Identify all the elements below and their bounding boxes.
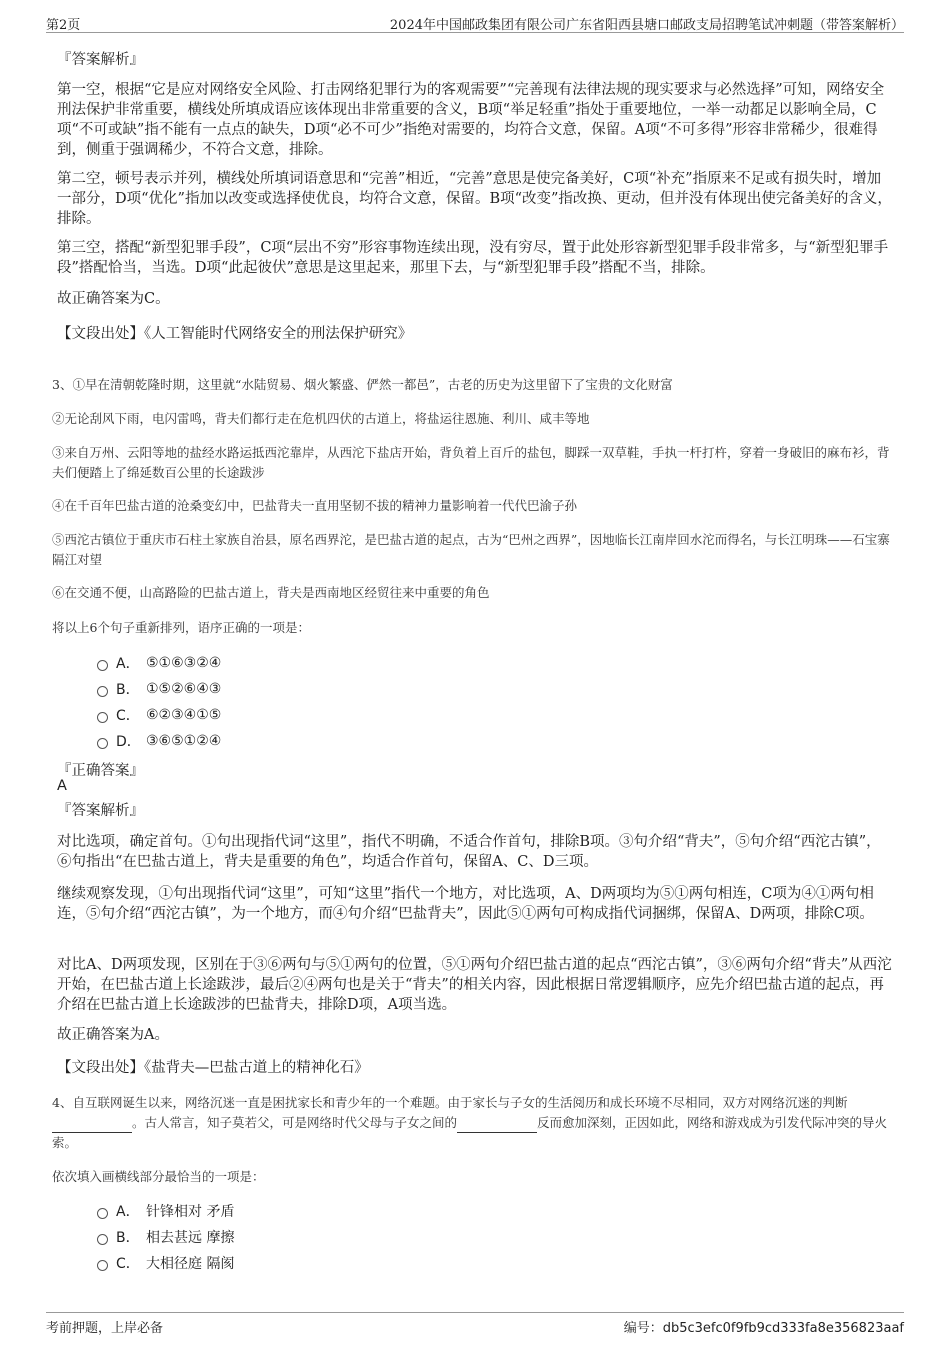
footer-code-label: 编号： [623,1321,663,1336]
q3-sentence-6: ⑥在交通不便，山高路险的巴盐古道上，背夫是西南地区经贸往来中重要的角色 [52,585,490,600]
footer-code [624,1317,904,1336]
document-title: 2024年中国邮政集团有限公司广东省阳西县塘口邮政支局招聘笔试冲刺题（带答案解析） [389,18,904,33]
answer-blank-1 [52,1118,132,1133]
q3-sentence-5: ⑤西沱古镇位于重庆市石柱土家族自治县，原名西界沱，是巴盐古道的起点，古为“巴州之西界”，因地临长江南岸回水沱而得名，与长江明珠——石宝寨隔江对望 [52,532,890,567]
option-text: ⑥②③④①⑤ [146,707,222,723]
q3-correct-label: 『正确答案』 [57,763,144,779]
option-text: ①⑤②⑥④③ [146,681,222,697]
q2-analysis-para-2: 第二空，顿号表示并列，横线处所填词语意思和“完善”相近，“完善”意思是使完备美好，C项“补充”指原来不足或有损失时，增加一部分，D项“优化”指加以改变或选择使优良，均符合文意，保留。B项“改变”指改换、更动，但并没有体现出使完备美好的含义，排除。 [57,171,892,227]
q3-analysis-label: 『答案解析』 [57,803,144,819]
option-letter: A． [116,656,140,672]
answer-blank-2 [457,1118,537,1133]
option-text: 大相径庭 隔阂 [146,1256,235,1272]
page-header [46,12,904,33]
q3-analysis-para-2: 继续观察发现，①句出现指代词“这里”，可知“这里”指代一个地方，对比选项，A、D两项均为⑤①两句相连，C项为④①两句相连，⑤句介绍“西沱古镇”，为一个地方，而④句介绍“巴盐背夫”，因此⑤①两句可构成指代词捆绑，保留A、D两项，排除C项。 [57,886,874,922]
q2-source: 【文段出处】《人工智能时代网络安全的刑法保护研究》 [57,326,413,342]
radio-icon[interactable] [97,686,108,697]
q3-analysis-para-3: 对比A、D两项发现，区别在于③⑥两句与⑤①两句的位置，⑤①两句介绍巴盐古道的起点“西沱古镇”，③⑥两句介绍“背夫”从西沱开始，在巴盐古道上长途跋涉，最后②④两句也是关于“背夫”的相关内容，因此根据日常逻辑顺序，应先介绍巴盐古道的起点，再介绍在巴盐古道上长途跋涉的巴盐背夫，排除D项，A项当选。 [57,957,892,1013]
q2-analysis-para-3: 第三空，搭配“新型犯罪手段”，C项“层出不穷”形容事物连续出现，没有穷尽，置于此处形容新型犯罪手段非常多，与“新型犯罪手段”搭配恰当，当选。D项“此起彼伏”意思是这里起来，那里下去，与“新型犯罪手段”搭配不当，排除。 [57,240,889,276]
q2-conclusion: 故正确答案为C。 [57,291,170,307]
q3-source: 【文段出处】《盐背夫—巴盐古道上的精神化石》 [57,1060,369,1076]
q3-correct-answer: A [57,778,67,794]
radio-icon[interactable] [97,660,108,671]
q4-stem [52,1093,892,1153]
q2-analysis-label: 『答案解析』 [57,52,144,68]
radio-icon[interactable] [97,1260,108,1271]
page-number: 第2页 [46,18,81,33]
radio-icon[interactable] [97,1208,108,1219]
option-letter: D． [116,734,141,750]
q3-sentence-3: ③来自万州、云阳等地的盐经水路运抵西沱靠岸，从西沱下盐店开始，背负着上百斤的盐包，脚踩一双草鞋，手执一杆打杵，穿着一身破旧的麻布衫，背夫们便踏上了绵延数百公里的长途跋涉 [52,445,890,480]
option-letter: B． [116,682,140,698]
option-text: ③⑥⑤①②④ [146,733,222,749]
q3-sentence-2: ②无论刮风下雨，电闪雷鸣，背夫们都行走在危机四伏的古道上，将盐运往恩施、利川、咸丰等地 [52,411,590,426]
footer-slogan: 考前押题，上岸必备 [46,1321,164,1336]
q3-prompt: 将以上6个句子重新排列，语序正确的一项是： [52,620,310,635]
option-text: 针锋相对 矛盾 [146,1204,235,1220]
q4-option-a[interactable] [97,1201,234,1221]
option-letter: C． [116,708,140,724]
option-letter: C． [116,1256,140,1272]
q4-prompt: 依次填入画横线部分最恰当的一项是： [52,1169,265,1184]
q4-stem-part-2: 。古人常言，知子莫若父，可是网络时代父母与子女之间的 [132,1115,458,1130]
page-footer [46,1312,904,1335]
q3-sentence-4: ④在千百年巴盐古道的沧桑变幻中，巴盐背夫一直用坚韧不拔的精神力量影响着一代代巴渝子孙 [52,498,578,513]
q2-analysis-para-1: 第一空，根据“它是应对网络安全风险、打击网络犯罪行为的客观需要”“完善现有法律法规的现实要求与必然选择”可知，网络安全刑法保护非常重要，横线处所填成语应该体现出非常重要的含义，B项“举足轻重”指处于重要地位，一举一动都足以影响全局，C项“不可或缺”指不能有一点点的缺失，D项“必不可少”指绝对需要的，均符合文意，保留。A项“不可多得”形容非常稀少，很难得到，侧重于强调稀少，不符合文意，排除。 [57,82,885,158]
q3-option-c[interactable] [97,705,221,725]
q4-stem-part-3: 反而愈加深刻，正因如此，网络和游戏成为引发代际冲突的导火索。 [52,1115,888,1150]
q4-option-c[interactable] [97,1253,234,1273]
option-text: ⑤①⑥③②④ [146,655,222,671]
q3-option-a[interactable] [97,653,221,673]
option-text: 相去甚远 摩擦 [146,1230,235,1246]
radio-icon[interactable] [97,738,108,749]
footer-code-value: db5c3efc0f9fb9cd333fa8e356823aaf [662,1321,904,1336]
q3-option-b[interactable] [97,679,221,699]
option-letter: B． [116,1230,140,1246]
q4-stem-part-1: 4、自互联网诞生以来，网络沉迷一直是困扰家长和青少年的一个难题。由于家长与子女的生活阅历和成长环境不尽相同，双方对网络沉迷的判断 [52,1095,848,1110]
option-letter: A． [116,1204,140,1220]
radio-icon[interactable] [97,1234,108,1245]
radio-icon[interactable] [97,712,108,723]
q3-conclusion: 故正确答案为A。 [57,1027,169,1043]
q3-analysis-para-1: 对比选项，确定首句。①句出现指代词“这里”，指代不明确，不适合作首句，排除B项。③句介绍“背夫”，⑤句介绍“西沱古镇”，⑥句指出“在巴盐古道上，背夫是重要的角色”，均适合作首句，保留A、C、D三项。 [57,834,881,870]
q3-option-d[interactable] [97,731,221,751]
q4-option-b[interactable] [97,1227,234,1247]
q3-sentence-1: 3、①早在清朝乾隆时期，这里就“水陆贸易、烟火繁盛、俨然一都邑”，古老的历史为这里留下了宝贵的文化财富 [52,377,673,392]
